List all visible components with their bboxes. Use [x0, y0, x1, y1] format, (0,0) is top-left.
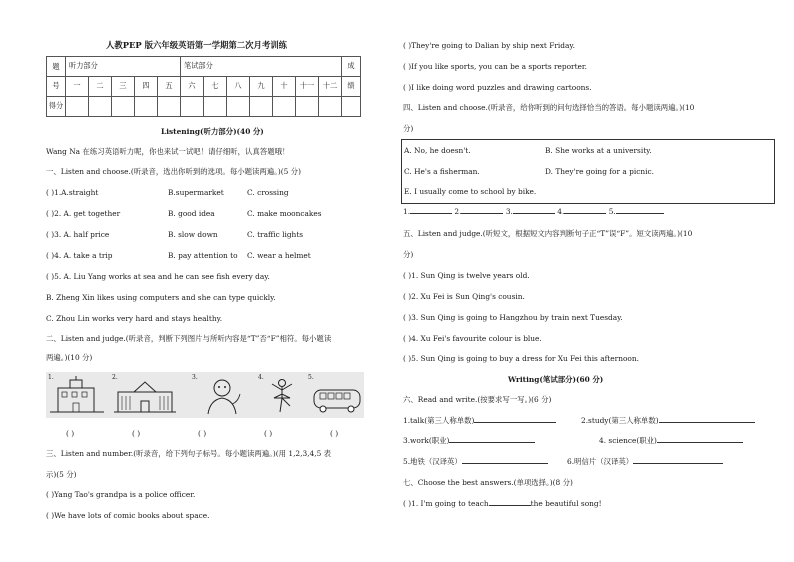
listening-heading: Listening(听力部分)(40 分): [161, 127, 264, 136]
part1-q2-c: C. make mooncakes: [247, 209, 322, 218]
score-cell[interactable]: [273, 97, 296, 117]
part3-item-1: ( )Yang Tao's grandpa is a police officer.: [46, 490, 196, 499]
part6-q3: [403, 437, 535, 446]
answer-blank[interactable]: [659, 422, 755, 423]
part4-option-d: D. They're going for a picnic.: [545, 167, 654, 176]
answer-blank[interactable]: [410, 213, 452, 214]
part6-q4: [599, 437, 743, 446]
part3-item-3: ( )They're going to Dalian by ship next Friday.: [403, 41, 575, 50]
part4-option-c: C. He's a fisherman.: [404, 167, 480, 176]
part6-heading: 六、Read and write.(按要求写一写。)(6 分): [403, 395, 552, 404]
part6-q2-label: 2.study(第三人称单数): [581, 416, 659, 425]
score-cell[interactable]: [296, 97, 319, 117]
part2-heading-line1: 二、Listen and judge.(听录音，判断下列图片与所听内容是“T”否“F”相符。每小题读: [46, 334, 332, 343]
part2-answer-2[interactable]: ( ): [132, 429, 141, 438]
part3-heading-line1: 三、Listen and number.(听录音，给下列句子标号。每小题读两遍。)(用 1,2,3,4,5 表: [46, 449, 332, 458]
score-table-row1-label: 题: [47, 57, 66, 77]
ballet-dancer-icon: [258, 374, 304, 416]
writing-heading: Writing(笔试部分)(60 分): [508, 375, 604, 384]
picture-number: 4.: [258, 374, 264, 381]
part2-answer-5[interactable]: ( ): [330, 429, 339, 438]
answer-blank[interactable]: [657, 442, 743, 443]
school-building-icon: [112, 374, 178, 416]
score-table-score-label: 得分: [47, 97, 66, 117]
part1-q5-b: B. Zheng Xin likes using computers and she can type quickly.: [46, 293, 276, 302]
answer-blank[interactable]: [564, 213, 606, 214]
part4-option-b: B. She works at a university.: [545, 146, 652, 155]
part5-item-2: ( )2. Xu Fei is Sun Qing's cousin.: [403, 292, 525, 301]
answer-blank[interactable]: [489, 505, 531, 506]
score-cell[interactable]: [89, 97, 112, 117]
part1-q1: ( )1.A.straight: [46, 188, 99, 197]
answer-blank[interactable]: [633, 463, 723, 464]
part5-item-1: ( )1. Sun Qing is twelve years old.: [403, 271, 530, 280]
part1-q5-c: C. Zhou Lin works very hard and stays healthy.: [46, 314, 223, 323]
part2-answer-4[interactable]: ( ): [264, 429, 273, 438]
answer-blank[interactable]: [449, 442, 535, 443]
part1-q5: ( )5. A. Liu Yang works at sea and he can see fish every day.: [46, 272, 270, 281]
answer-blank[interactable]: [616, 213, 664, 214]
score-table-num-1: 一: [66, 77, 89, 97]
part2-picture-1: [48, 374, 106, 416]
part6-q4-label: 4. science(职业): [599, 436, 657, 445]
part4-option-a: A. No, he doesn't.: [404, 146, 471, 155]
part1-heading: 一、Listen and choose.(听录音，选出你听到的选项。每小题读两遍。)(5 分): [46, 167, 301, 176]
part6-q6: [567, 458, 723, 467]
part1-q3: ( )3. A. half price: [46, 230, 110, 239]
score-cell[interactable]: [112, 97, 135, 117]
picture-number: 2.: [112, 374, 118, 381]
answer-blank[interactable]: [462, 463, 548, 464]
part3-item-4: ( )If you like sports, you can be a sports reporter.: [403, 62, 587, 71]
part7-q1: [403, 500, 602, 509]
score-cell[interactable]: [319, 97, 342, 117]
score-table-writing-label: 笔试部分: [181, 57, 342, 77]
score-cell[interactable]: [342, 97, 361, 117]
score-cell[interactable]: [66, 97, 89, 117]
part2-picture-4: [258, 374, 304, 416]
score-table-num-6: 六: [181, 77, 204, 97]
part6-q6-label: 6.明信片（汉译英）: [567, 457, 634, 466]
part1-q1-b: B.supermarket: [168, 188, 224, 197]
part1-q3-c: C. traffic lights: [247, 230, 304, 239]
score-table-num-2: 二: [89, 77, 112, 97]
score-table-num-10: 十: [273, 77, 296, 97]
part2-picture-5: [308, 374, 364, 416]
part5-heading-line2: 分): [403, 250, 414, 259]
part4-heading-line1: 四、Listen and choose.(听录音，给你听到的问句选择恰当的答语。每小题读两遍。)(10: [403, 103, 695, 112]
part1-q4-c: C. wear a helmet: [247, 251, 311, 260]
part3-item-2: ( )We have lots of comic books about space.: [46, 511, 210, 520]
score-table-num-7: 七: [204, 77, 227, 97]
score-table-num-12: 十二: [319, 77, 342, 97]
part2-answer-3[interactable]: ( ): [198, 429, 207, 438]
part4-answer-blanks: [403, 208, 664, 217]
score-table-total-label: 成: [342, 57, 361, 77]
answer-blank[interactable]: [474, 422, 556, 423]
score-table-listening-label: 听力部分: [66, 57, 181, 77]
score-cell[interactable]: [204, 97, 227, 117]
score-cell[interactable]: [158, 97, 181, 117]
part3-item-5: ( )I like doing word puzzles and drawing cartoons.: [403, 83, 592, 92]
hospital-building-icon: [48, 374, 106, 416]
score-table-num-4: 四: [135, 77, 158, 97]
part4-options-box: [401, 139, 775, 204]
score-table-num-9: 九: [250, 77, 273, 97]
blank-label: 3.: [505, 207, 513, 216]
page-title: 人教PEP 版六年级英语第一学期第二次月考训练: [106, 40, 288, 50]
part1-q1-c: C. crossing: [247, 188, 289, 197]
part1-q2: ( )2. A. get together: [46, 209, 121, 218]
part4-heading-line2: 分): [403, 124, 414, 133]
part6-q2: [581, 417, 755, 426]
bus-icon: [308, 374, 364, 416]
part6-q1-label: 1.talk(第三人称单数): [403, 416, 475, 425]
score-table-num-5: 五: [158, 77, 181, 97]
part1-q4: ( )4. A. take a trip: [46, 251, 113, 260]
blank-label: 5.: [608, 207, 616, 216]
part5-item-3: ( )3. Sun Qing is going to Hangzhou by train next Tuesday.: [403, 313, 623, 322]
part6-q3-label: 3.work(职业): [403, 436, 450, 445]
score-table-ji: 绩: [342, 77, 361, 97]
part7-q1-start: ( )1. I'm going to teach: [403, 499, 489, 508]
part2-picture-strip: [46, 372, 364, 418]
part2-picture-3: [192, 374, 248, 416]
part1-q2-b: B. good idea: [168, 209, 215, 218]
part2-picture-2: [112, 374, 178, 416]
part6-q5: [403, 458, 548, 467]
score-table-hao: 号: [47, 77, 66, 97]
score-cell[interactable]: [181, 97, 204, 117]
listening-intro: Wang Na 在练习英语听力呢，你也来试一试吧！请仔细听，认真答题哦！: [46, 147, 290, 156]
score-table-num-3: 三: [112, 77, 135, 97]
score-table-num-8: 八: [227, 77, 250, 97]
score-cell[interactable]: [250, 97, 273, 117]
picture-number: 3.: [192, 374, 198, 381]
part1-q4-b: B. pay attention to: [168, 251, 238, 260]
score-cell[interactable]: [227, 97, 250, 117]
picture-number: 5.: [308, 374, 314, 381]
part7-heading: 七、Choose the best answers.(单项选择。)(8 分): [403, 478, 573, 487]
part7-q1-end: the beautiful song!: [530, 499, 602, 508]
part1-q3-b: B. slow down: [168, 230, 218, 239]
part3-heading-line2: 示)(5 分): [46, 470, 77, 479]
part2-answer-1[interactable]: ( ): [66, 429, 75, 438]
answer-blank[interactable]: [513, 213, 555, 214]
score-table-num-11: 十一: [296, 77, 319, 97]
part6-q5-label: 5.地铁（汉译英）: [403, 457, 462, 466]
part6-q1: [403, 417, 556, 426]
blank-label: 2.: [454, 207, 462, 216]
part2-heading-line2: 两遍。)(10 分): [46, 353, 93, 362]
part4-option-e: E. I usually come to school by bike.: [404, 187, 537, 196]
part5-heading-line1: 五、Listen and judge.(听短文，根据短文内容判断句子正“T”误“F”。短文读两遍。)(10: [403, 229, 693, 238]
blank-label: 1.: [403, 207, 411, 216]
man-portrait-icon: [192, 374, 248, 416]
answer-blank[interactable]: [461, 213, 503, 214]
score-cell[interactable]: [135, 97, 158, 117]
part5-item-4: ( )4. Xu Fei's favourite colour is blue.: [403, 334, 542, 343]
part5-item-5: ( )5. Sun Qing is going to buy a dress for Xu Fei this afternoon.: [403, 354, 639, 363]
picture-number: 1.: [48, 374, 54, 381]
score-table: [46, 56, 361, 117]
blank-label: 4.: [557, 207, 565, 216]
